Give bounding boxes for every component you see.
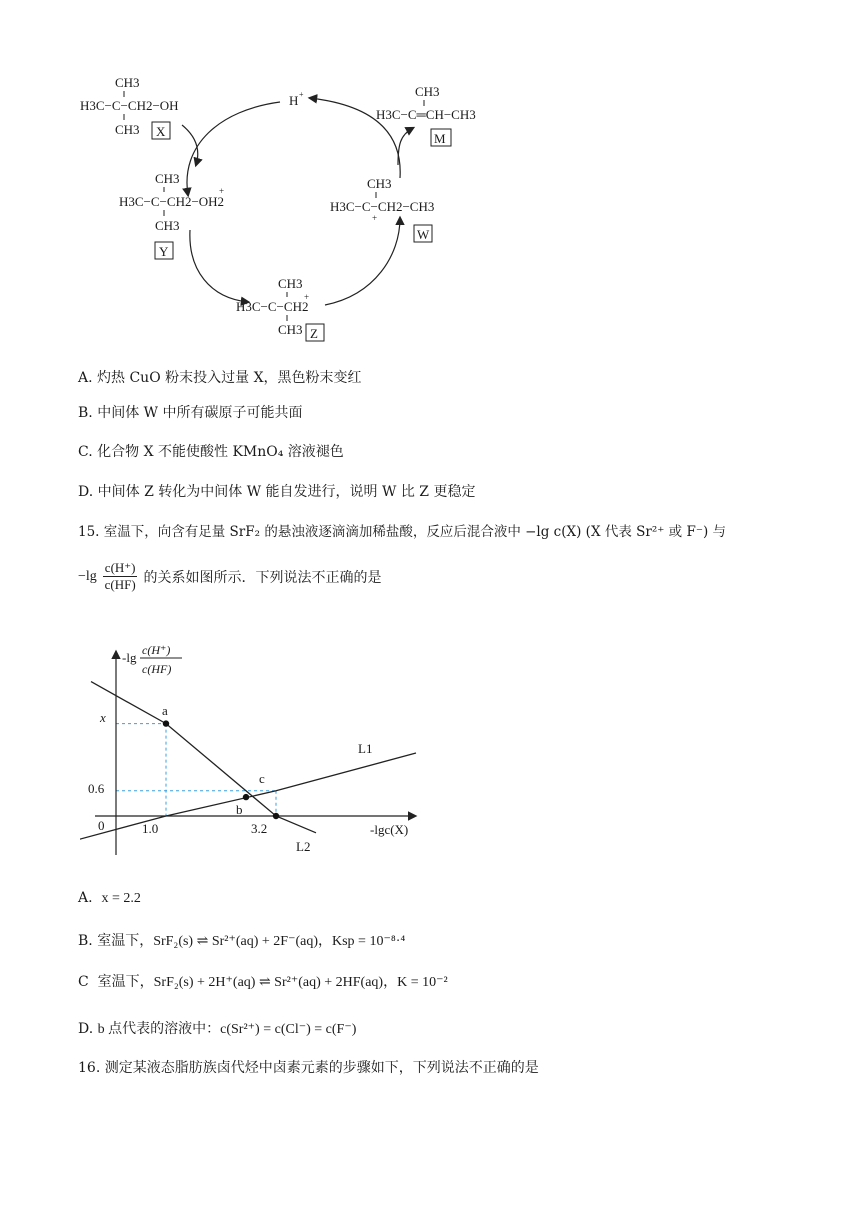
chart-guides: [116, 724, 276, 816]
x-label: X: [156, 124, 166, 139]
q14-option-d: D. 中间体 Z 转化为中间体 W 能自发进行，说明 W 比 Z 更稳定: [78, 484, 476, 500]
q16-stem: 16. 测定某液态脂肪族卤代烃中卤素元素的步骤如下，下列说法不正确的是: [78, 1060, 539, 1076]
y-plus: +: [219, 186, 225, 196]
line-l2-label: L2: [296, 839, 311, 854]
y-bottom: CH3: [155, 218, 180, 233]
q15-stem-tail: 的关系如图所示．下列说法不正确的是: [143, 569, 382, 586]
m-top: CH3: [415, 84, 440, 99]
x-tick-2: 3.2: [251, 821, 268, 836]
proton-label: [289, 90, 304, 108]
q14-option-a: A. 灼热 CuO 粉末投入过量 X，黑色粉末变红: [78, 370, 362, 386]
reaction-scheme: [70, 70, 530, 360]
compound-z: [236, 276, 324, 341]
point-a: [163, 720, 169, 726]
q15-neg-lg: −lg: [78, 568, 97, 584]
w-label: W: [417, 227, 430, 242]
chart-ylabel-bottom: c(HF): [142, 662, 172, 676]
z-top: CH3: [278, 276, 303, 291]
point-b-label: b: [236, 802, 243, 817]
y-top: CH3: [155, 171, 180, 186]
x-tick-1: 1.0: [142, 821, 159, 836]
chart-origin: 0: [98, 818, 105, 833]
q15-option-c: C 室温下，SrF₂(s) + 2H⁺(aq) ⇌ Sr²⁺(aq) + 2HF(aq)，K = 10⁻²: [78, 974, 448, 990]
y-row: H3C−C−CH2−OH2: [119, 194, 225, 209]
m-label: M: [434, 131, 446, 146]
point-b: [243, 794, 249, 800]
z-label: Z: [310, 326, 318, 341]
line-l1-label: L1: [358, 741, 373, 756]
chart-xlabel: -lgc(X): [370, 822, 409, 837]
q14-option-b: B. 中间体 W 中所有碳原子可能共面: [78, 405, 303, 421]
point-a-label: a: [162, 703, 168, 718]
q15-stem-line1: 15. 室温下，向含有足量 SrF₂ 的悬浊液逐滴滴加稀盐酸，反应后混合液中 −lg c(X) (X 代表 Sr²⁺ 或 F⁻) 与: [78, 524, 727, 540]
point-c-label: c: [259, 771, 265, 786]
x-row: H3C−C−CH2−OH: [80, 98, 179, 113]
x-top: CH3: [115, 75, 140, 90]
arrow-x-to-y: [182, 125, 198, 165]
q15-chart: [80, 640, 440, 865]
y-tick-2: x: [100, 710, 106, 725]
compound-y: [119, 171, 224, 259]
chart-ylabel-prefix: -lg: [122, 650, 137, 665]
compound-x: [80, 75, 179, 139]
series-l1: [80, 753, 416, 850]
q15-stem-line2: [78, 560, 381, 593]
q15-fraction: c(H⁺) c(HF): [104, 560, 136, 592]
chart-ylabel-top: c(H⁺): [142, 643, 171, 657]
z-row: H3C−C−CH2: [236, 299, 309, 314]
w-plus: +: [372, 213, 378, 223]
arrow-y-to-z: [190, 230, 248, 302]
q15-option-b: B. 室温下，SrF₂(s) ⇌ Sr²⁺(aq) + 2F⁻(aq)，Ksp = 10⁻⁸·⁴: [78, 933, 406, 949]
q14-option-c: C. 化合物 X 不能使酸性 KMnO₄ 溶液褪色: [78, 444, 344, 460]
q15-option-d: D. b 点代表的溶液中：c(Sr²⁺) = c(Cl⁻) = c(F⁻): [78, 1021, 357, 1037]
point-x-intercept: [273, 813, 279, 819]
arrow-z-to-w: [325, 218, 400, 305]
w-top: CH3: [367, 176, 392, 191]
x-bottom: CH3: [115, 122, 140, 137]
svg-text:+: +: [299, 90, 304, 99]
chart-lines: [80, 682, 416, 850]
compound-w: [330, 176, 434, 242]
z-plus: +: [304, 292, 310, 302]
q15-option-a: A. x = 2.2: [78, 890, 141, 906]
z-bottom: CH3: [278, 322, 303, 337]
w-row: H3C−C−CH2−CH3: [330, 199, 435, 214]
m-row: H3C−C═CH−CH3: [376, 107, 476, 122]
arrow-w-to-m: [398, 128, 413, 165]
y-label: Y: [159, 244, 169, 259]
svg-text:H: H: [289, 93, 299, 108]
arrow-cycle-left: [187, 102, 280, 195]
y-tick-1: 0.6: [88, 781, 105, 796]
series-l2: [91, 682, 316, 833]
